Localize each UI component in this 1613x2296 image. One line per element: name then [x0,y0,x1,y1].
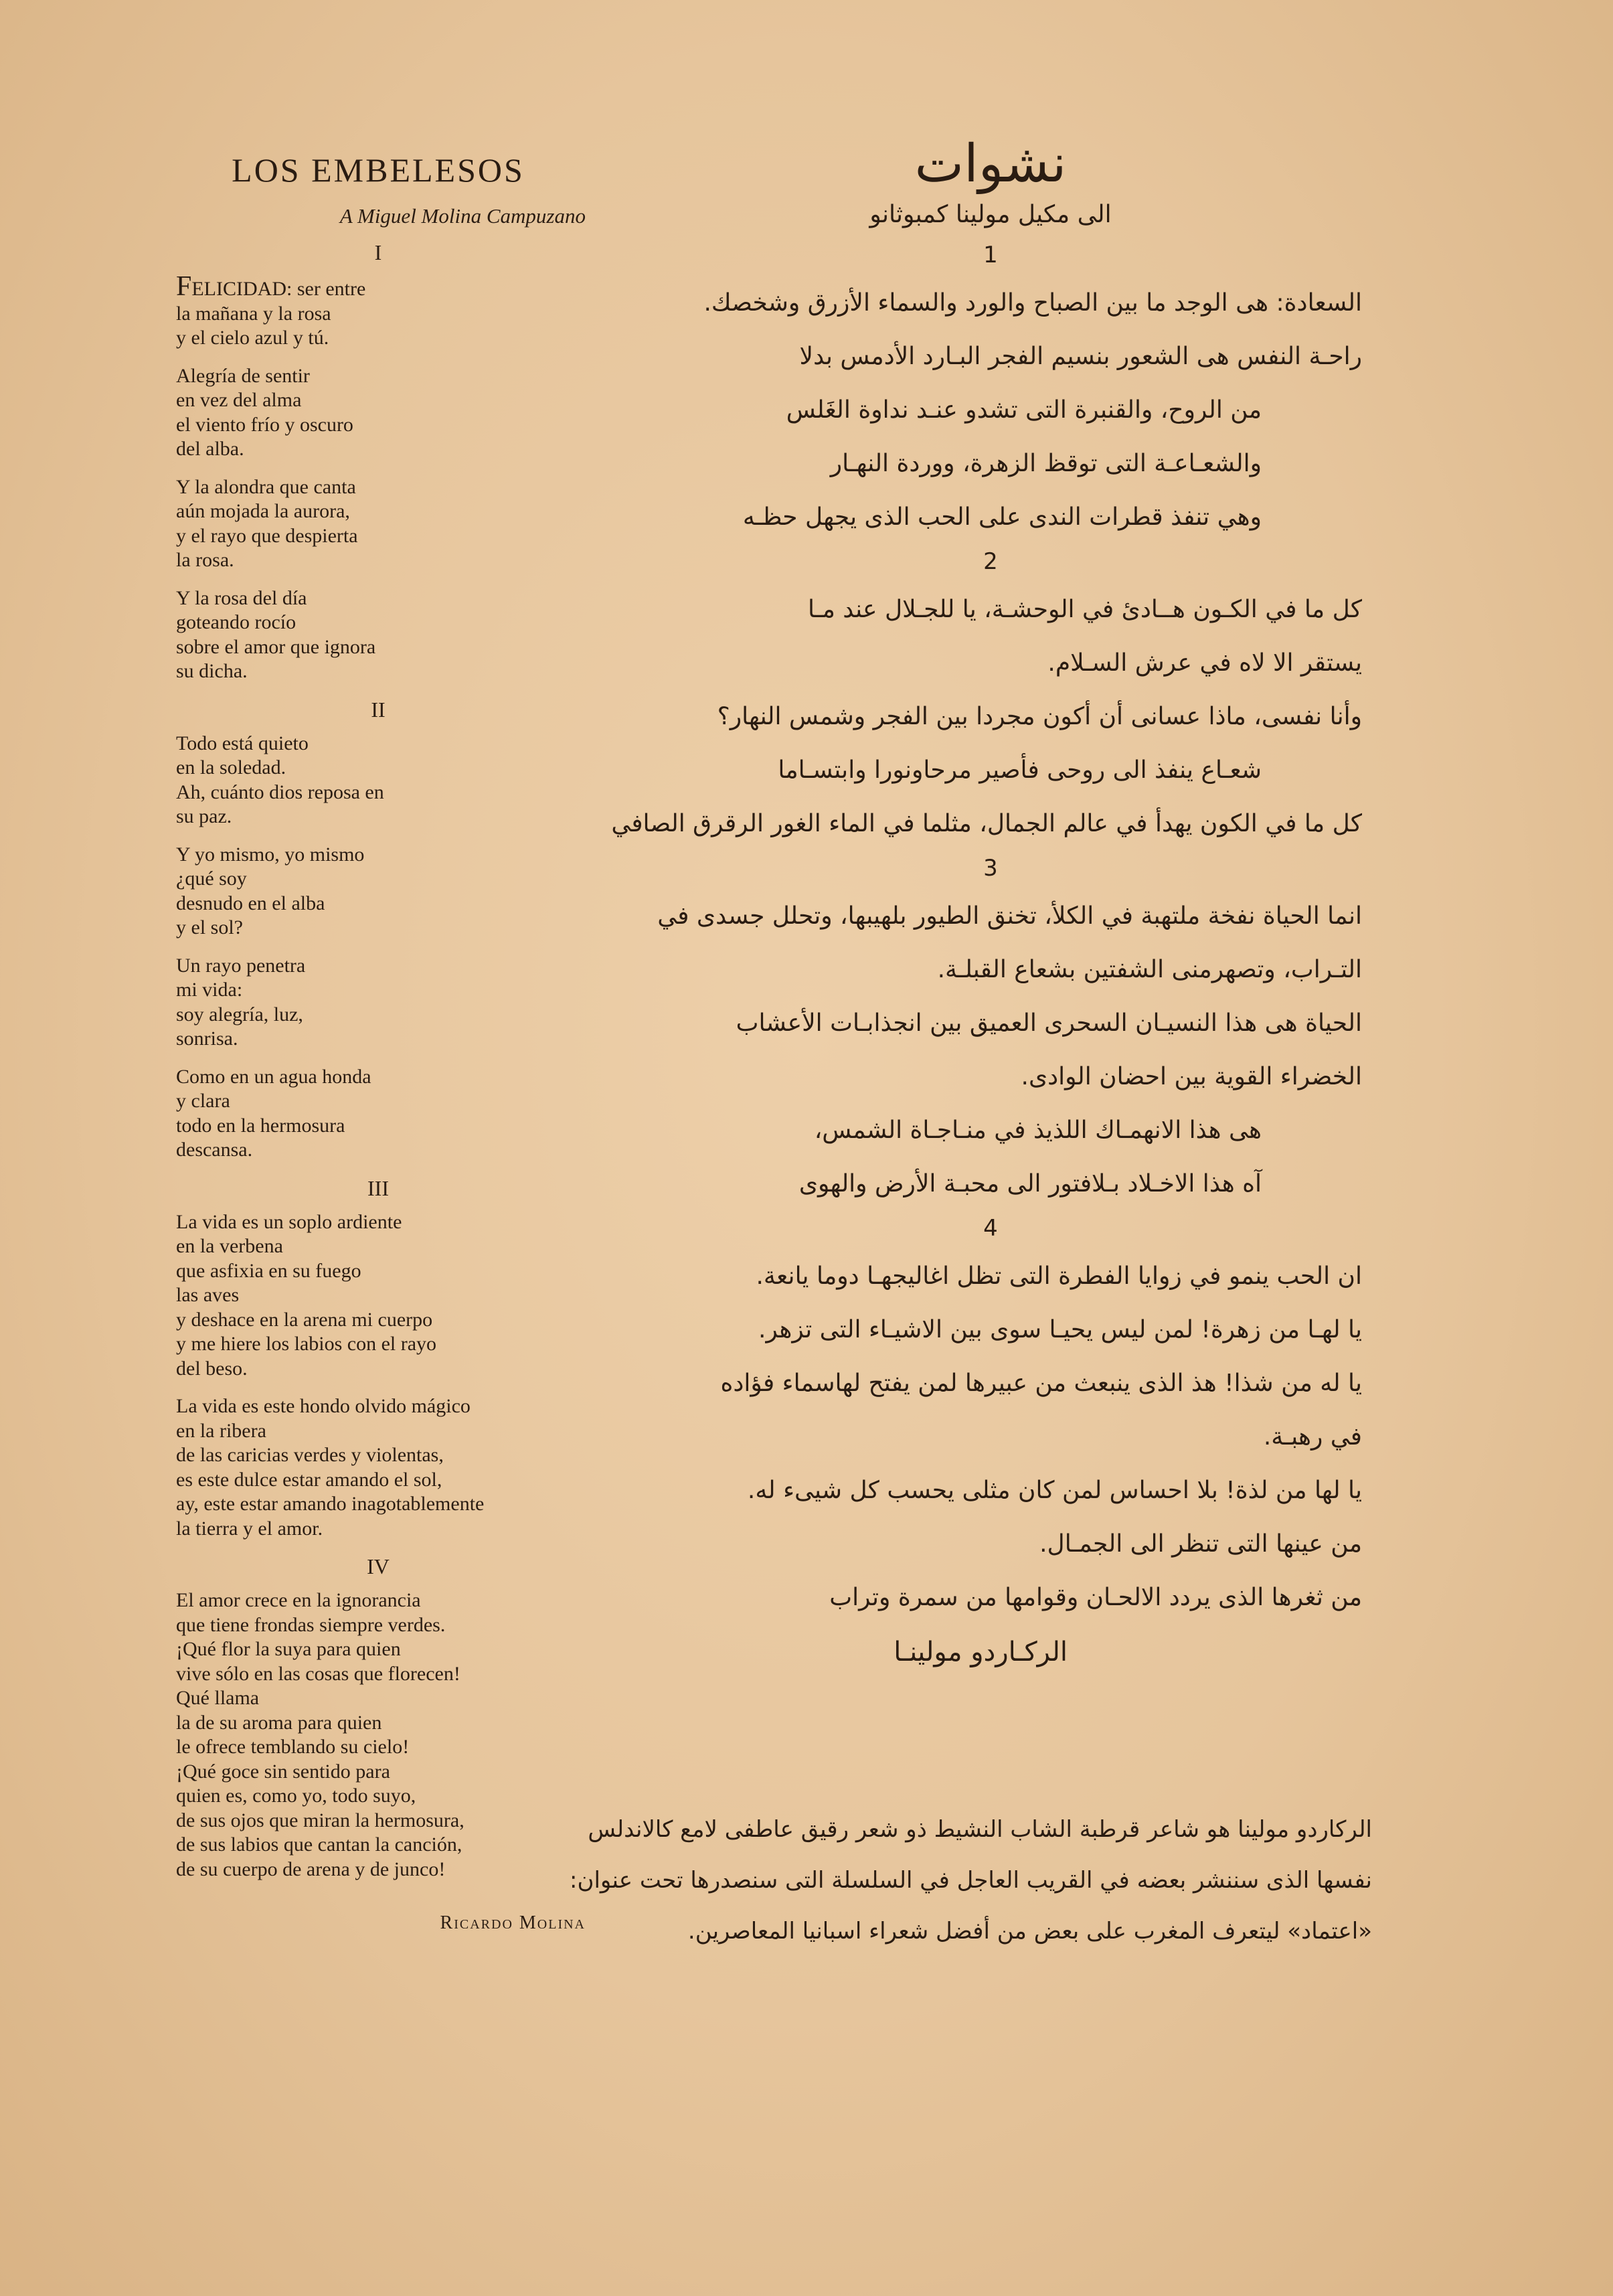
poem-line: ان الحب ينمو في زوايا الفطرة التى تظل اغاليجهـا دوما يانعة. [756,1262,1362,1290]
spanish-poem-body [171,240,586,1882]
spanish-signature: Ricardo Molina [440,1912,586,1933]
poem-line: Un rayo penetra [176,954,306,977]
stanza [176,475,586,573]
poem-line: يا لهـا من زهرة! لمن ليس يحيـا سوى بين الاشيـاء التى تزهر. [758,1316,1362,1343]
section-number: 3 [983,855,998,882]
arabic-dedication: الى مكيل مولينا كمبوثانو [869,201,1112,228]
poem-line: aún mojada la aurora, [176,500,350,522]
poem-line: su dicha. [176,660,248,682]
poem-line: Y la rosa del día [176,586,307,609]
spanish-title: LOS EMBELESOS [232,151,525,189]
poem-line: Ah, cuánto dios reposa en [176,781,384,803]
stanza [176,732,586,829]
poem-line: يا له من شذا! هذ الذى ينبعث من عبيرها لمن يفتح لهاسماء فؤاده [720,1370,1362,1397]
poem-line [176,271,586,302]
poem-line: en la verbena [176,1235,283,1257]
section-number: 4 [983,1215,998,1242]
spanish-poem [171,151,586,1934]
initial-word: ELICIDAD: [191,278,292,300]
poem-line: vive sólo en las cosas que florecen! [176,1662,460,1685]
poem-line: من الروح، والقنبرة التى تشدو عنـد نداوة الغَلس [786,396,1262,424]
poem-line: de sus ojos que miran la hermosura, [176,1809,464,1831]
line-rest: ser entre [292,278,366,300]
arabic-signature: الركـاردو مولينـا [894,1637,1068,1667]
poem-line: ¿qué soy [176,868,247,890]
section-numeral: I [374,240,382,264]
poem-line: يا لها من لذة! بلا احساس لمن كان مثلى يحسب كل شيىء له. [747,1477,1362,1504]
poem-line: goteando rocío [176,611,296,633]
poem-line: Como en un agua honda [176,1065,371,1088]
poem-line: Qué llama [176,1687,260,1709]
poem-line: le ofrece temblando su cielo! [176,1736,410,1758]
poem-line: من عينها التى تنظر الى الجمـال. [1039,1530,1362,1558]
poem-line: يستقر الا لاه في عرش السـلام. [1047,649,1362,677]
note-line: «اعتماد» ليتعرف المغرب على بعض من أفضل شعراء اسبانيا المعاصرين. [687,1918,1372,1945]
poem-line: que asfixia en su fuego [176,1259,361,1282]
poem-line: y el rayo que despierta [176,524,358,547]
poem-line: de las caricias verdes y violentas, [176,1444,444,1466]
poem-line: Y yo mismo, yo mismo [176,843,365,866]
poem-line: Alegría de sentir [176,364,310,387]
poem-line: sonrisa. [176,1028,238,1050]
arabic-stanza [619,890,1362,1211]
poem-line: راحـة النفس هى الشعور بنسيم الفجر البـارد الأدمس بدلا [799,343,1362,370]
poem-line: la de su aroma para quien [176,1711,382,1734]
poem-line: sobre el amor que ignora [176,635,376,658]
poem-line: Todo está quieto [176,732,309,754]
poem-line: desnudo en el alba [176,892,325,914]
arabic-stanza [619,276,1362,544]
poem-line: soy alegría, luz, [176,1003,303,1026]
poem-line: كل ما في الكون يهدأ في عالم الجمال، مثلما في الماء الغور الرقرق الصافي [611,810,1362,837]
poem-line: y el sol? [176,916,243,938]
arabic-poem-body [611,242,1362,1625]
poem-line: الخضراء القوية بين احضان الوادى. [1021,1063,1362,1090]
stanza [176,954,586,1052]
stanza [176,586,586,684]
poem-line: La vida es este hondo olvido mágico [176,1395,471,1417]
poem-line: y clara [176,1090,230,1112]
poem-line: en la soledad. [176,756,286,778]
poem-line: del alba. [176,438,244,460]
poem-line: Y la alondra que canta [176,475,356,498]
section-number: 1 [983,242,998,268]
stanza [176,271,586,351]
poem-line: todo en la hermosura [176,1114,345,1137]
poem-line: de sus labios que cantan la canción, [176,1833,462,1856]
section-numeral: III [367,1175,389,1200]
poem-line: en vez del alma [176,389,302,411]
poem-line: آه هذا الاخـلاد بـلافتور الى محبـة الأرض والهوى [798,1170,1262,1198]
note-line: نفسها الذى سننشر بعضه في القريب العاجل في السلسلة التى سنصدرها تحت عنوان: [570,1867,1372,1894]
poem-line: la mañana y la rosa [176,302,331,325]
poem-line: ¡Qué flor la suya para quien [176,1638,401,1660]
poem-line: التـراب، وتصهرمنى الشفتين بشعاع القبلـة. [937,956,1362,983]
poem-line: La vida es un soplo ardiente [176,1210,402,1233]
poem-line: ay, este estar amando inagotablemente [176,1493,485,1515]
poem-line: وأنا نفسى، ماذا عسانى أن أكون مجردا بين الفجر وشمس النهار؟ [717,703,1362,730]
poem-line: la rosa. [176,549,234,571]
poem-line: quien es, como yo, todo suyo, [176,1785,416,1807]
poem-line: انما الحياة نفخة ملتهبة في الكلأ، تخنق الطيور بلهيبها، وتحلل جسدى في [657,902,1362,930]
poem-line: وهي تنفذ قطرات الندى على الحب الذى يجهل حظـه [742,503,1262,531]
poem-line: في رهبـة. [1263,1423,1362,1451]
poem-line: y me hiere los labios con el rayo [176,1333,437,1355]
arabic-stanza [611,583,1362,851]
poem-line: الحياة هى هذا النسيـان السحرى العميق بين انجذابـات الأعشاب [736,1009,1362,1037]
poem-line: de su cuerpo de arena y de junco! [176,1858,446,1880]
poem-line: والشعـاعـة التى توقظ الزهرة، ووردة النهـار [830,450,1262,477]
poem-line: y el cielo azul y tú. [176,327,329,349]
poem-line: mi vida: [176,979,243,1001]
arabic-title: نشوات [914,134,1067,194]
arabic-poem [611,134,1362,1667]
poem-line: السعادة: هى الوجد ما بين الصباح والورد والسماء الأزرق وشخصك. [703,289,1362,317]
stanza [176,364,586,462]
poem-line: من ثغرها الذى يردد الالحـان وقوامها من سمرة وتراب [829,1584,1362,1611]
poem-line: su paz. [176,805,232,827]
poem-line: كل ما في الكـون هــادئ في الوحشـة، يا للجـلال عند مـا [808,596,1362,623]
section-number: 2 [983,548,998,575]
poem-line: descansa. [176,1139,253,1161]
poem-line: es este dulce estar amando el sol, [176,1468,442,1491]
editorial-note [570,1804,1372,1957]
poem-line: شعـاع ينفذ الى روحى فأصير مرحاونورا وابتسـاما [778,756,1262,784]
stanza [176,843,586,940]
poem-line: el viento frío y oscuro [176,413,353,436]
poem-line: del beso. [176,1357,248,1380]
poem-line: la tierra y el amor. [176,1517,323,1540]
note-line: الركاردو مولينا هو شاعر قرطبة الشاب النشيط ذو شعر رقيق عاطفى لامع كالاندلس [588,1816,1372,1843]
section-numeral: IV [367,1554,390,1578]
section-numeral: II [371,697,386,722]
poem-line: y deshace en la arena mi cuerpo [176,1308,433,1331]
poem-line: las aves [176,1284,240,1306]
poem-line: هى هذا الانهمـاك اللذيذ في منـاجـاة الشمس، [814,1117,1262,1144]
poem-line: que tiene frondas siempre verdes. [176,1613,446,1636]
drop-initial: F [176,271,192,302]
stanza [176,1210,586,1382]
stanza [176,1394,586,1541]
spanish-dedication: A Miguel Molina Campuzano [339,204,586,228]
poem-line: ¡Qué goce sin sentido para [176,1760,390,1783]
poem-line: El amor crece en la ignorancia [176,1589,421,1611]
arabic-stanza [619,1250,1362,1625]
stanza [176,1065,586,1163]
poem-line: en la ribera [176,1419,266,1442]
stanza [176,1588,586,1882]
